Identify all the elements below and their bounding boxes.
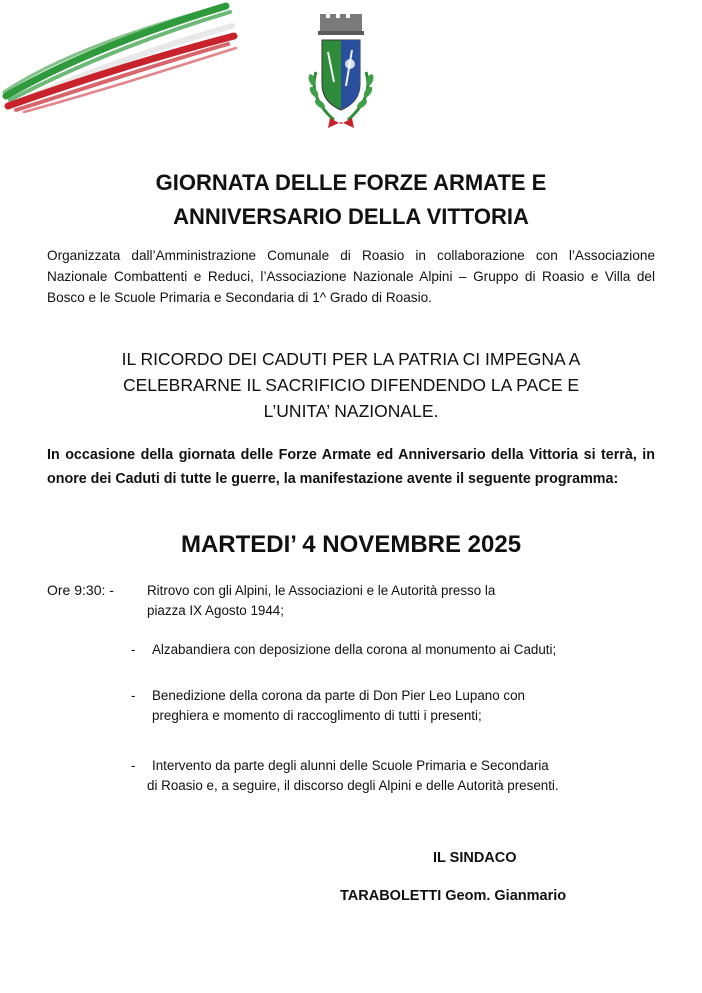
schedule-item-2-line-1: Alzabandiera con deposizione della corona al monumento ai Caduti;	[152, 642, 557, 657]
intro-paragraph: Organizzata dall’Amministrazione Comunale di Roasio in collaborazione con l’Associazione Nazionale Combattenti e Reduci, l’Associazione Nazionale Alpini – Gruppo di Roasio e Villa del Bosco e le Scuole Primaria e Secondaria di 1^ Grado di Roasio.	[47, 248, 655, 305]
motto-line-3: L’UNITA’ NAZIONALE.	[263, 401, 439, 421]
signature-title: IL SINDACO	[433, 850, 517, 866]
schedule-item-3-dash: -	[131, 688, 136, 703]
italian-flag-ribbon-icon	[0, 0, 240, 115]
municipal-coat-of-arms-icon	[294, 12, 388, 134]
schedule-item-3-line-2: preghiera e momento di raccoglimento di tutti i presenti;	[152, 708, 482, 723]
schedule-item-2-dash: -	[131, 642, 136, 657]
schedule-item-3-line-1: Benedizione della corona da parte di Don Pier Leo Lupano con	[152, 688, 525, 703]
schedule-item-3	[152, 686, 525, 726]
motto-line-2: CELEBRARNE IL SACRIFICIO DIFENDENDO LA PACE E	[122, 375, 580, 395]
motto	[40, 346, 662, 424]
schedule-item-4-dash: -	[131, 758, 136, 773]
title-line-1: GIORNATA DELLE FORZE ARMATE E	[155, 170, 547, 195]
schedule-time: Ore 9:30: -	[47, 582, 114, 598]
schedule-item-1-line-1: Ritrovo con gli Alpini, le Associazioni e le Autorità presso la	[147, 583, 496, 598]
announcement-paragraph: In occasione della giornata delle Forze Armate ed Anniversario della Vittoria si terrà, in onore dei Caduti di tutte le guerre, la manifestazione avente il seguente programma:	[47, 447, 655, 487]
schedule-item-1	[147, 581, 495, 621]
event-date: MARTEDI’ 4 NOVEMBRE 2025	[180, 531, 522, 558]
motto-line-1: IL RICORDO DEI CADUTI PER LA PATRIA CI IMPEGNA A	[121, 349, 581, 369]
schedule-item-4-line-2: di Roasio e, a seguire, il discorso degli Alpini e delle Autorità presenti.	[147, 778, 559, 793]
schedule-item-1-line-2: piazza IX Agosto 1944;	[147, 603, 284, 618]
schedule-item-4-line-1: Intervento da parte degli alunni delle Scuole Primaria e Secondaria	[152, 758, 549, 773]
schedule-item-4	[147, 756, 564, 796]
document-title	[30, 166, 672, 234]
signature-name: TARABOLETTI Geom. Gianmario	[340, 888, 567, 904]
schedule-item-2	[152, 640, 556, 660]
title-line-2: ANNIVERSARIO DELLA VITTORIA	[173, 204, 529, 229]
